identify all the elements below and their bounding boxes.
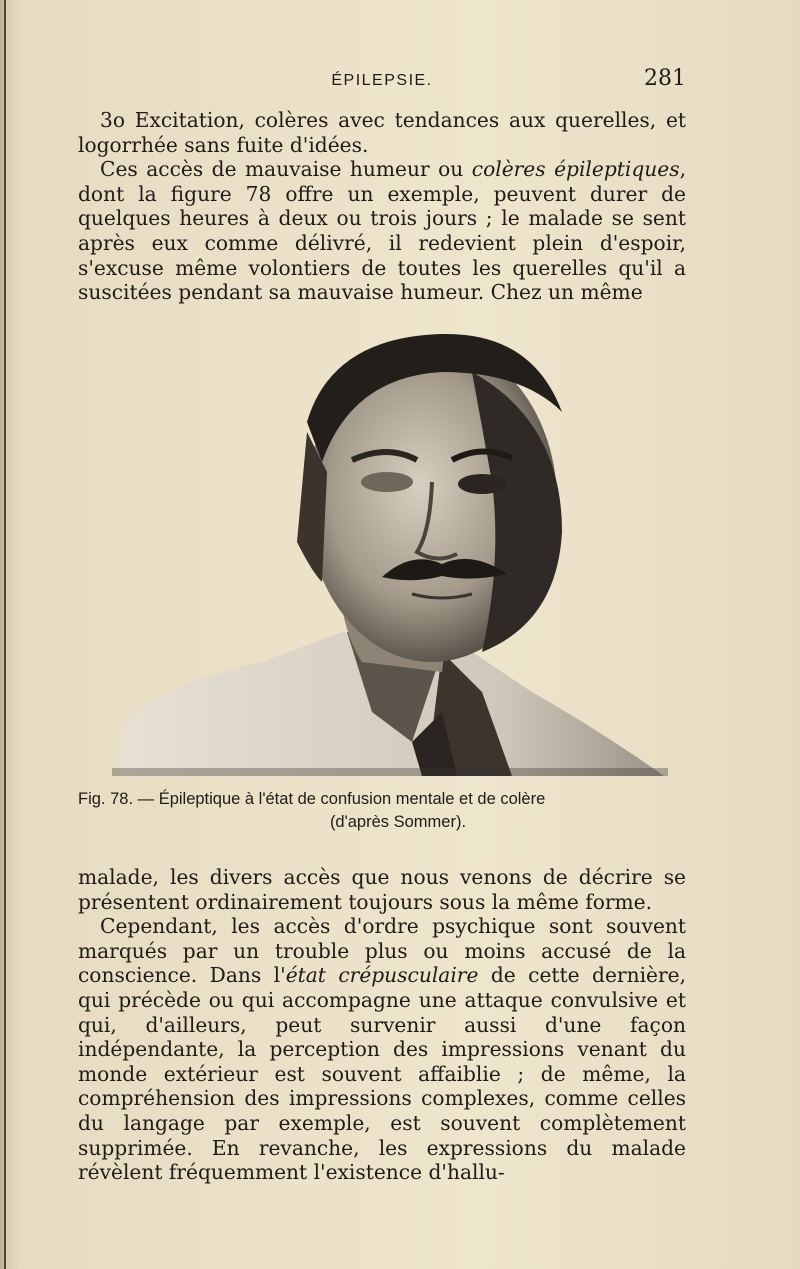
term-etat-crepusculaire: état crépusculaire — [285, 963, 479, 988]
paragraph-crepusculaire-post: de cette dernière, qui précède ou qui accompagne une attaque convulsive et qui, d'ailleurs, peut survenir aussi d'une façon indépendante, la perception des impressions venant du monde extérieur est souvent affaiblie ; de même, la compréhension des impressions complexes, comme celles du langage par exemple, est souvent complètement supprimée. En revanche, les expressions du malade révèlent fréquemment l'existence d'hallu- — [78, 963, 686, 1185]
paragraph-excitation: 3o Excitation, colères avec tendances aux querelles, et logorrhée sans fuite d'idées. — [78, 108, 686, 157]
paragraph-colere — [78, 157, 686, 305]
caption-line-2: (d'après Sommer). — [329, 813, 467, 831]
running-title: ÉPILEPSIE. — [331, 72, 433, 89]
page-header — [78, 66, 686, 96]
binding-edge — [4, 0, 6, 1269]
caption-line-1: Fig. 78. — Épileptique à l'état de confusion mentale et de colère — [78, 790, 546, 808]
text-block-top — [78, 108, 686, 305]
paragraph-malade: malade, les divers accès que nous venons de décrire se présentent ordinairement toujours sous la même forme. — [78, 865, 686, 914]
paragraph-colere-post: , dont la figure 78 offre un exemple, peuvent durer de quelques heures à deux ou trois jours ; le malade se sent après eux comme délivré, il redevient plein d'espoir, s'excuse même volontiers de toutes les querelles qu'il a suscitées pendant sa mauvaise humeur. Chez un même — [78, 157, 686, 305]
page-number: 281 — [644, 66, 686, 91]
text-block-bottom — [78, 865, 686, 1185]
portrait-photograph — [112, 332, 668, 776]
paragraph-crepusculaire-pre: Cependant, les accès d'ordre psychique sont souvent marqués par un trouble plus ou moins accusé de la conscience. Dans l' — [78, 914, 686, 988]
paragraph-crepusculaire — [78, 914, 686, 1185]
term-coleres-epileptiques: colères épileptiques — [471, 157, 680, 182]
figure-caption — [78, 788, 718, 834]
paragraph-colere-pre: Ces accès de mauvaise humeur ou — [100, 157, 472, 182]
